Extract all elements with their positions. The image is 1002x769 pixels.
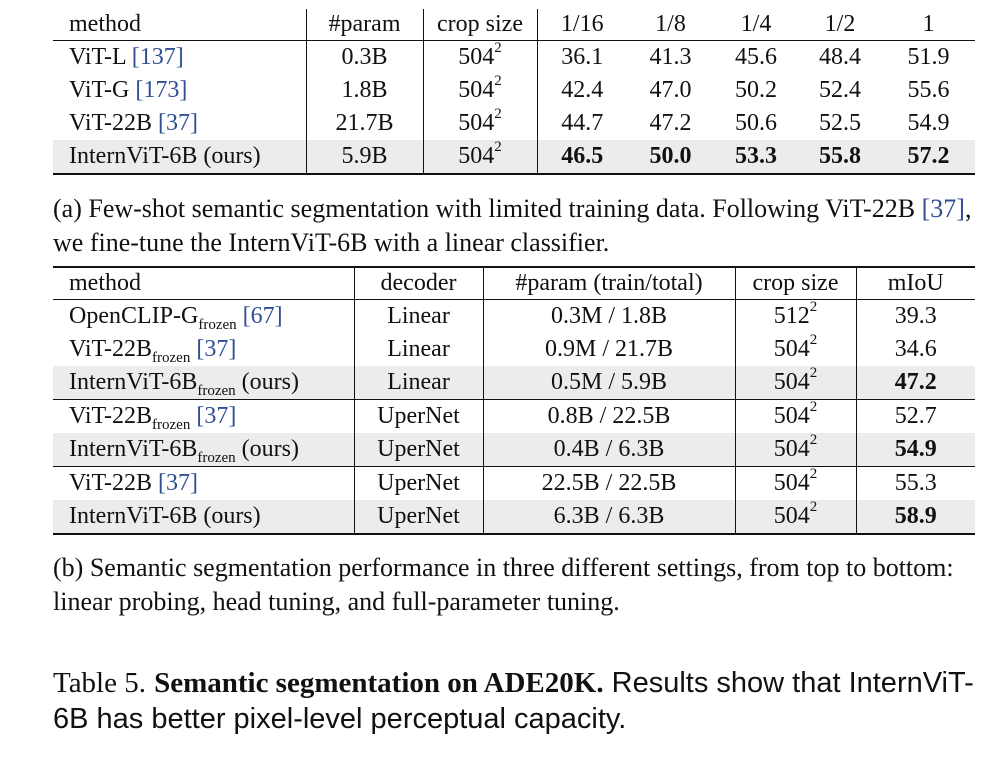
decoder-cell: Linear bbox=[354, 333, 483, 366]
citation-link[interactable]: [37] bbox=[196, 336, 237, 362]
value-cell: 44.7 bbox=[561, 110, 604, 136]
column-header: #param (train/total) bbox=[483, 267, 735, 300]
method-name: OpenCLIP-G bbox=[69, 303, 199, 329]
param-cell: 0.4B / 6.3B bbox=[483, 433, 735, 467]
crop-base: 504 bbox=[773, 470, 810, 496]
method-name: ViT-22B bbox=[69, 470, 153, 496]
table-row-highlighted bbox=[53, 366, 975, 400]
crop-exponent: 2 bbox=[809, 332, 818, 348]
value-cell: 36.1 bbox=[561, 44, 604, 70]
table-a-header bbox=[53, 9, 975, 41]
table-row bbox=[53, 41, 975, 75]
value-cell: 50.6 bbox=[735, 110, 777, 136]
caption-a bbox=[53, 192, 978, 260]
miou-cell: 52.7 bbox=[856, 400, 975, 434]
method-subscript: frozen bbox=[152, 417, 191, 433]
crop-size-cell bbox=[735, 500, 856, 534]
param-cell: 21.7B bbox=[306, 107, 423, 140]
crop-size-cell bbox=[735, 366, 856, 400]
column-header: 1/8 bbox=[627, 9, 714, 41]
value-cell: 48.4 bbox=[819, 44, 861, 70]
table-b-header bbox=[53, 267, 975, 300]
crop-exponent: 2 bbox=[494, 40, 502, 56]
decoder-cell: Linear bbox=[354, 300, 483, 334]
citation-link[interactable]: [37] bbox=[158, 470, 198, 496]
crop-base: 504 bbox=[773, 336, 810, 362]
table-caption-text: Results show that InternViT-6B has better pixel-level perceptual capacity. bbox=[53, 667, 974, 735]
miou-cell-best: 58.9 bbox=[856, 500, 975, 534]
param-cell: 1.8B bbox=[306, 74, 423, 107]
crop-base: 504 bbox=[773, 503, 810, 529]
table-row bbox=[53, 107, 975, 140]
method-name: ViT-22B bbox=[69, 403, 153, 429]
table-row bbox=[53, 400, 975, 434]
param-cell: 6.3B / 6.3B bbox=[483, 500, 735, 534]
table-row-highlighted bbox=[53, 433, 975, 467]
crop-size-cell bbox=[735, 467, 856, 501]
miou-cell-best: 54.9 bbox=[856, 433, 975, 467]
column-header: method bbox=[53, 267, 354, 300]
table-row-highlighted bbox=[53, 500, 975, 534]
param-cell: 0.3B bbox=[306, 41, 423, 75]
table-row bbox=[53, 467, 975, 501]
method-cell bbox=[53, 41, 306, 75]
crop-size-cell bbox=[735, 300, 856, 334]
value-cell: 51.9 bbox=[907, 44, 950, 70]
miou-cell-best: 47.2 bbox=[856, 366, 975, 400]
value-cell-best: 57.2 bbox=[882, 140, 975, 174]
column-header: decoder bbox=[354, 267, 483, 300]
method-name: InternViT-6B bbox=[69, 369, 198, 395]
method-name: ViT-G bbox=[69, 77, 130, 103]
crop-size-cell bbox=[735, 400, 856, 434]
caption-b: (b) Semantic segmentation performance in three different settings, from top to bottom: linear probing, head tuning, and full-parameter tuning. bbox=[53, 553, 954, 616]
value-cell-best: 50.0 bbox=[627, 140, 714, 174]
column-header: 1/4 bbox=[714, 9, 798, 41]
method-subscript: frozen bbox=[198, 317, 237, 333]
crop-size-cell bbox=[423, 74, 537, 107]
param-cell: 0.5M / 5.9B bbox=[483, 366, 735, 400]
method-cell: InternViT-6B (ours) bbox=[53, 140, 306, 174]
column-header: crop size bbox=[735, 267, 856, 300]
crop-exponent: 2 bbox=[809, 499, 818, 515]
table-b bbox=[53, 266, 975, 535]
value-cell: 55.6 bbox=[907, 77, 950, 103]
table-row bbox=[53, 300, 975, 334]
column-header: method bbox=[53, 9, 306, 41]
table-a bbox=[53, 9, 975, 175]
crop-base: 504 bbox=[458, 77, 495, 103]
method-cell bbox=[53, 74, 306, 107]
citation-link[interactable]: [37] bbox=[158, 110, 198, 136]
crop-exponent: 2 bbox=[809, 466, 818, 482]
method-suffix: (ours) bbox=[241, 369, 299, 395]
table-caption-label: Table 5. bbox=[53, 667, 146, 699]
param-cell: 22.5B / 22.5B bbox=[483, 467, 735, 501]
crop-exponent: 2 bbox=[809, 365, 818, 381]
value-cell: 47.2 bbox=[649, 110, 692, 136]
method-name: InternViT-6B bbox=[69, 436, 198, 462]
method-cell bbox=[53, 333, 354, 366]
crop-size-cell bbox=[423, 41, 537, 75]
citation-link[interactable]: [37] bbox=[196, 403, 237, 429]
table-row-highlighted bbox=[53, 140, 975, 174]
table-row bbox=[53, 333, 975, 366]
citation-link[interactable]: [137] bbox=[131, 44, 184, 70]
column-header: #param bbox=[306, 9, 423, 41]
method-name: ViT-L bbox=[69, 44, 126, 70]
citation-link[interactable]: [173] bbox=[135, 77, 188, 103]
crop-exponent: 2 bbox=[809, 299, 818, 315]
param-cell: 0.3M / 1.8B bbox=[483, 300, 735, 334]
miou-cell: 34.6 bbox=[894, 336, 937, 362]
caption-a-prefix: (a) Few-shot semantic segmentation with limited training data. Following ViT-22B bbox=[53, 194, 922, 223]
crop-base: 504 bbox=[773, 403, 810, 429]
method-subscript: frozen bbox=[197, 383, 236, 399]
crop-exponent: 2 bbox=[809, 432, 818, 448]
crop-base: 504 bbox=[458, 110, 495, 136]
crop-base: 504 bbox=[773, 369, 810, 395]
value-cell: 52.4 bbox=[819, 77, 861, 103]
value-cell: 50.2 bbox=[735, 77, 777, 103]
column-header: 1/2 bbox=[798, 9, 882, 41]
param-cell: 5.9B bbox=[306, 140, 423, 174]
crop-base: 504 bbox=[458, 143, 495, 169]
crop-exponent: 2 bbox=[494, 139, 502, 155]
table-row bbox=[53, 74, 975, 107]
value-cell-best: 55.8 bbox=[798, 140, 882, 174]
method-cell bbox=[53, 400, 354, 434]
crop-base: 512 bbox=[773, 303, 810, 329]
citation-link[interactable]: [67] bbox=[242, 303, 283, 329]
caption-a-suffix: , we fine-tune the InternViT-6B with a linear classifier. bbox=[53, 194, 972, 257]
decoder-cell: UperNet bbox=[354, 500, 483, 534]
crop-exponent: 2 bbox=[494, 106, 502, 122]
miou-cell: 55.3 bbox=[856, 467, 975, 501]
column-header: 1 bbox=[882, 9, 975, 41]
value-cell-best: 53.3 bbox=[714, 140, 798, 174]
citation-link[interactable]: [37] bbox=[921, 194, 965, 223]
decoder-cell: Linear bbox=[354, 366, 483, 400]
column-header: mIoU bbox=[856, 267, 975, 300]
table-caption-title: Semantic segmentation on ADE20K. bbox=[154, 667, 604, 699]
method-cell: InternViT-6B (ours) bbox=[53, 500, 354, 534]
param-cell: 0.9M / 21.7B bbox=[483, 333, 735, 366]
value-cell-best: 46.5 bbox=[537, 140, 627, 174]
value-cell: 45.6 bbox=[735, 44, 777, 70]
method-subscript: frozen bbox=[197, 450, 236, 466]
crop-base: 504 bbox=[458, 44, 495, 70]
value-cell: 47.0 bbox=[649, 77, 692, 103]
table-caption bbox=[53, 665, 978, 737]
method-name: ViT-22B bbox=[69, 110, 153, 136]
crop-size-cell bbox=[735, 433, 856, 467]
column-header: 1/16 bbox=[537, 9, 627, 41]
value-cell: 54.9 bbox=[907, 110, 950, 136]
crop-base: 504 bbox=[773, 436, 810, 462]
param-cell: 0.8B / 22.5B bbox=[483, 400, 735, 434]
miou-cell: 39.3 bbox=[894, 303, 937, 329]
value-cell: 52.5 bbox=[819, 110, 861, 136]
crop-exponent: 2 bbox=[494, 73, 502, 89]
decoder-cell: UperNet bbox=[354, 467, 483, 501]
method-cell bbox=[53, 300, 354, 334]
column-header: crop size bbox=[423, 9, 537, 41]
method-suffix: (ours) bbox=[241, 436, 299, 462]
method-cell bbox=[53, 467, 354, 501]
method-cell bbox=[53, 433, 354, 467]
crop-size-cell bbox=[735, 333, 856, 366]
crop-exponent: 2 bbox=[809, 399, 818, 415]
crop-size-cell bbox=[423, 140, 537, 174]
decoder-cell: UperNet bbox=[354, 433, 483, 467]
crop-size-cell bbox=[423, 107, 537, 140]
value-cell: 41.3 bbox=[649, 44, 692, 70]
decoder-cell: UperNet bbox=[354, 400, 483, 434]
method-cell bbox=[53, 366, 354, 400]
method-name: ViT-22B bbox=[69, 336, 153, 362]
method-cell bbox=[53, 107, 306, 140]
method-subscript: frozen bbox=[152, 350, 191, 366]
value-cell: 42.4 bbox=[561, 77, 604, 103]
